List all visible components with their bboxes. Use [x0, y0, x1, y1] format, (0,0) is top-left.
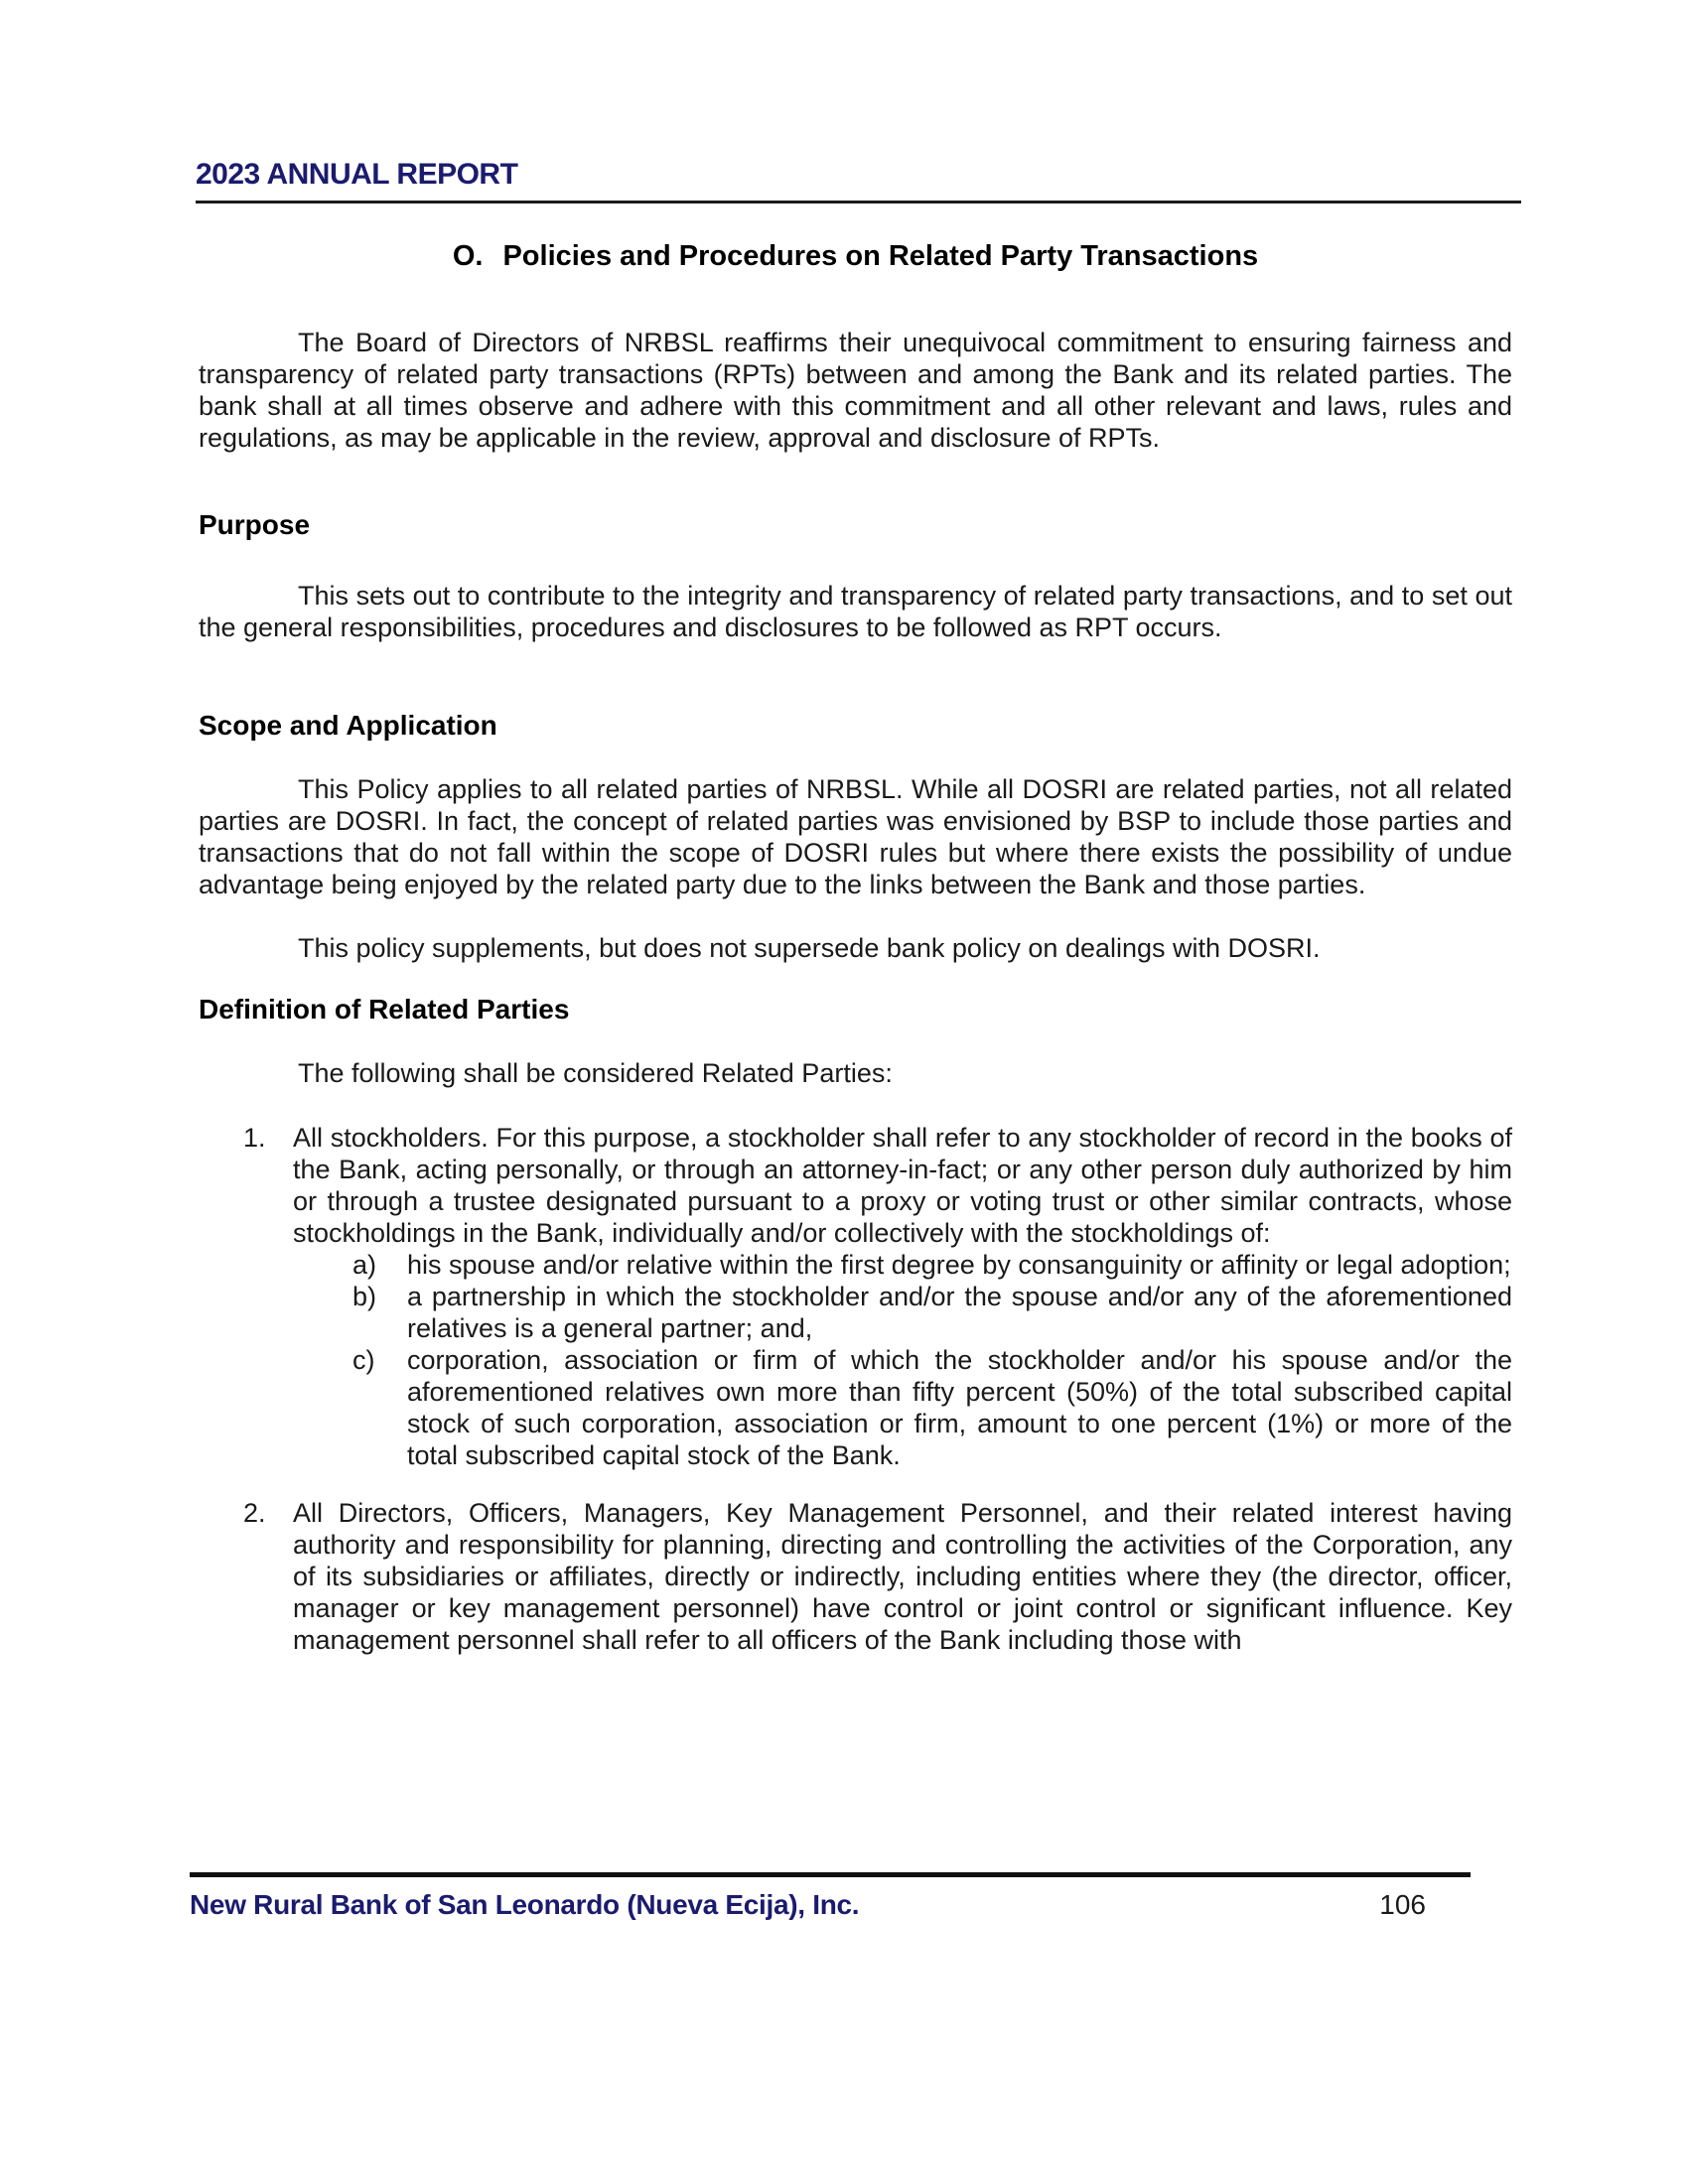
document-title-text: Policies and Procedures on Related Party Transactions	[502, 240, 1259, 272]
document-title	[199, 239, 1512, 273]
intro-paragraph: The Board of Directors of NRBSL reaffirms their unequivocal commitment to ensuring fairness and transparency of related party transactions (RPTs) between and among the Bank and its related parties. The bank shall at all times observe and adhere with this commitment and all other relevant and laws, rules and regulations, as may be applicable in the review, approval and disclosure of RPTs.	[199, 328, 1512, 453]
sub-item-a-letter: a)	[352, 1250, 377, 1280]
list-item-1	[199, 1122, 1512, 1249]
footer-bank-name: New Rural Bank of San Leonardo (Nueva Ecija), Inc.	[190, 1889, 860, 1920]
list-item-2-number: 2.	[243, 1498, 266, 1528]
sub-item-c-letter: c)	[352, 1345, 375, 1375]
sub-item-a-text: his spouse and/or relative within the first degree by consanguinity or affinity or legal adoption;	[407, 1250, 1511, 1280]
list-item-2	[199, 1497, 1512, 1656]
page-content	[199, 239, 1512, 1656]
scope-paragraph-1: This Policy applies to all related parties of NRBSL. While all DOSRI are related parties, not all related parties are DOSRI. In fact, the concept of related parties was envisioned by BSP to include those parties and transactions that do not fall within the scope of DOSRI rules but where there exists the possibility of undue advantage being enjoyed by the related party due to the links between the Bank and those parties.	[199, 774, 1512, 899]
sub-item-b-letter: b)	[352, 1282, 377, 1311]
document-title-prefix: O.	[452, 240, 484, 272]
sub-item-b-text: a partnership in which the stockholder and/or the spouse and/or any of the aforementioned relatives is a general partner; and,	[407, 1282, 1512, 1343]
report-header-title: 2023 ANNUAL REPORT	[196, 158, 518, 191]
page-header	[0, 0, 1688, 204]
sub-item-c	[199, 1344, 1512, 1471]
heading-scope-and-application: Scope and Application	[199, 710, 497, 741]
sub-item-a	[199, 1249, 1512, 1281]
list-item-1-number: 1.	[243, 1123, 266, 1153]
footer-row	[190, 1889, 1471, 1921]
scope-paragraph-2: This policy supplements, but does not supersede bank policy on dealings with DOSRI.	[298, 933, 1321, 963]
definition-lead-paragraph: The following shall be considered Related Parties:	[298, 1058, 893, 1088]
page-footer	[190, 1872, 1471, 1921]
footer-rule	[190, 1872, 1471, 1877]
sub-item-c-text: corporation, association or firm of which the stockholder and/or his spouse and/or the aforementioned relatives own more than fifty percent (50%) of the total subscribed capital stock of such corporation, association or firm, amount to one percent (1%) or more of the total subscribed capital stock of the Bank.	[407, 1345, 1512, 1470]
purpose-paragraph: This sets out to contribute to the integrity and transparency of related party transactions, and to set out the general responsibilities, procedures and disclosures to be followed as RPT occurs.	[199, 581, 1512, 642]
sub-item-b	[199, 1281, 1512, 1344]
heading-purpose: Purpose	[199, 509, 311, 540]
header-rule	[196, 201, 1521, 204]
list-item-1-text: All stockholders. For this purpose, a stockholder shall refer to any stockholder of record in the books of the Bank, acting personally, or through an attorney-in-fact; or any other person duly authorized by him or through a trustee designated pursuant to a proxy or voting trust or other similar contracts, whose stockholdings in the Bank, individually and/or collectively with the stockholdings of:	[293, 1123, 1512, 1248]
heading-definition-of-related-parties: Definition of Related Parties	[199, 994, 570, 1024]
footer-page-number: 106	[1379, 1889, 1426, 1920]
list-item-2-text: All Directors, Officers, Managers, Key Management Personnel, and their related interest having authority and responsibility for planning, directing and controlling the activities of the Corporation, any of its subsidiaries or affiliates, directly or indirectly, including entities where they (the director, officer, manager or key management personnel) have control or joint control or significant influence. Key management personnel shall refer to all officers of the Bank including those with	[293, 1498, 1512, 1655]
